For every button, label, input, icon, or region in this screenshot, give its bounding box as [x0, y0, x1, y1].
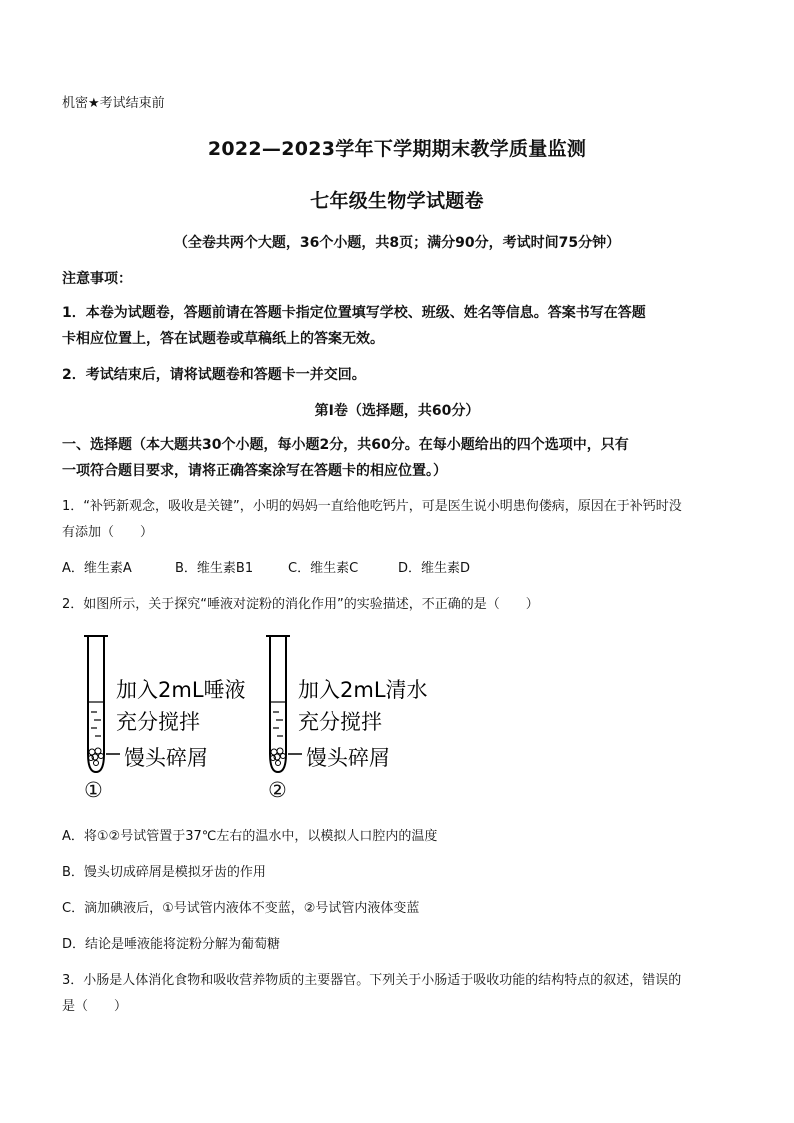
- exam-title: 2022—2023学年下学期期末教学质量监测: [207, 138, 587, 160]
- tube-1-label-line-3: 馒头碎屑: [124, 746, 208, 770]
- q1-stem-line-1: 1．“补钙新观念，吸收是关键”，小明的妈妈一直给他吃钙片，可是医生说小明患佝偻病，原因在于补钙时没: [62, 499, 682, 514]
- notice-item-1-line-2: 卡相应位置上，答在试题卷或草稿纸上的答案无效。: [62, 331, 384, 347]
- tube-2-label-line-2: 充分搅拌: [298, 710, 382, 734]
- test-tube-1: [84, 636, 120, 772]
- tube-1-label-line-1: 加入2mL唾液: [116, 678, 246, 702]
- q1-option-a: A．维生素A: [62, 561, 132, 576]
- exam-subtitle: 七年级生物学试题卷: [310, 190, 484, 212]
- tube-2-label-line-3: 馒头碎屑: [306, 746, 390, 770]
- q1-option-d: D．维生素D: [398, 561, 471, 576]
- notice-heading: 注意事项：: [62, 271, 132, 287]
- q1-option-b: B．维生素B1: [175, 561, 254, 576]
- q1-option-c: C．维生素C: [288, 561, 359, 576]
- tube-1-label-line-2: 充分搅拌: [116, 710, 200, 734]
- q2-option-c: C．滴加碘液后，①号试管内液体不变蓝，②号试管内液体变蓝: [62, 901, 420, 916]
- notice-item-1-line-1: 1．本卷为试题卷，答题前请在答题卡指定位置填写学校、班级、姓名等信息。答案书写在答题: [62, 305, 646, 321]
- secret-label: 机密★考试结束前: [62, 96, 165, 111]
- part1-title: 第Ⅰ卷（选择题，共60分）: [314, 403, 480, 419]
- tube-2-number: ②: [268, 778, 287, 802]
- q2-option-b: B．馒头切成碎屑是模拟牙齿的作用: [62, 865, 266, 880]
- section-heading-line-1: 一、选择题（本大题共30个小题，每小题2分，共60分。在每小题给出的四个选项中，只有: [62, 437, 629, 453]
- tube-2-label-line-1: 加入2mL清水: [298, 678, 428, 702]
- q2-option-d: D．结论是唾液能将淀粉分解为葡萄糖: [62, 937, 281, 952]
- q2-option-a: A．将①②号试管置于37℃左右的温水中，以模拟人口腔内的温度: [62, 829, 438, 844]
- q3-stem-line-1: 3．小肠是人体消化食物和吸收营养物质的主要器官。下列关于小肠适于吸收功能的结构特点的叙述，错误的: [62, 973, 682, 988]
- test-tube-2: [266, 636, 302, 772]
- tube-1-number: ①: [84, 778, 103, 802]
- q2-stem: 2．如图所示，关于探究“唾液对淀粉的消化作用”的实验描述，不正确的是（ ）: [62, 597, 539, 612]
- q2-figure: [70, 630, 470, 810]
- q3-stem-line-2: 是（ ）: [62, 999, 128, 1014]
- notice-item-2: 2．考试结束后，请将试题卷和答题卡一并交回。: [62, 367, 366, 383]
- section-heading-line-2: 一项符合题目要求，请将正确答案涂写在答题卡的相应位置。）: [62, 463, 447, 479]
- exam-info: （全卷共两个大题，36个小题，共8页；满分90分，考试时间75分钟）: [173, 235, 621, 251]
- q1-stem-line-2: 有添加（ ）: [62, 525, 154, 540]
